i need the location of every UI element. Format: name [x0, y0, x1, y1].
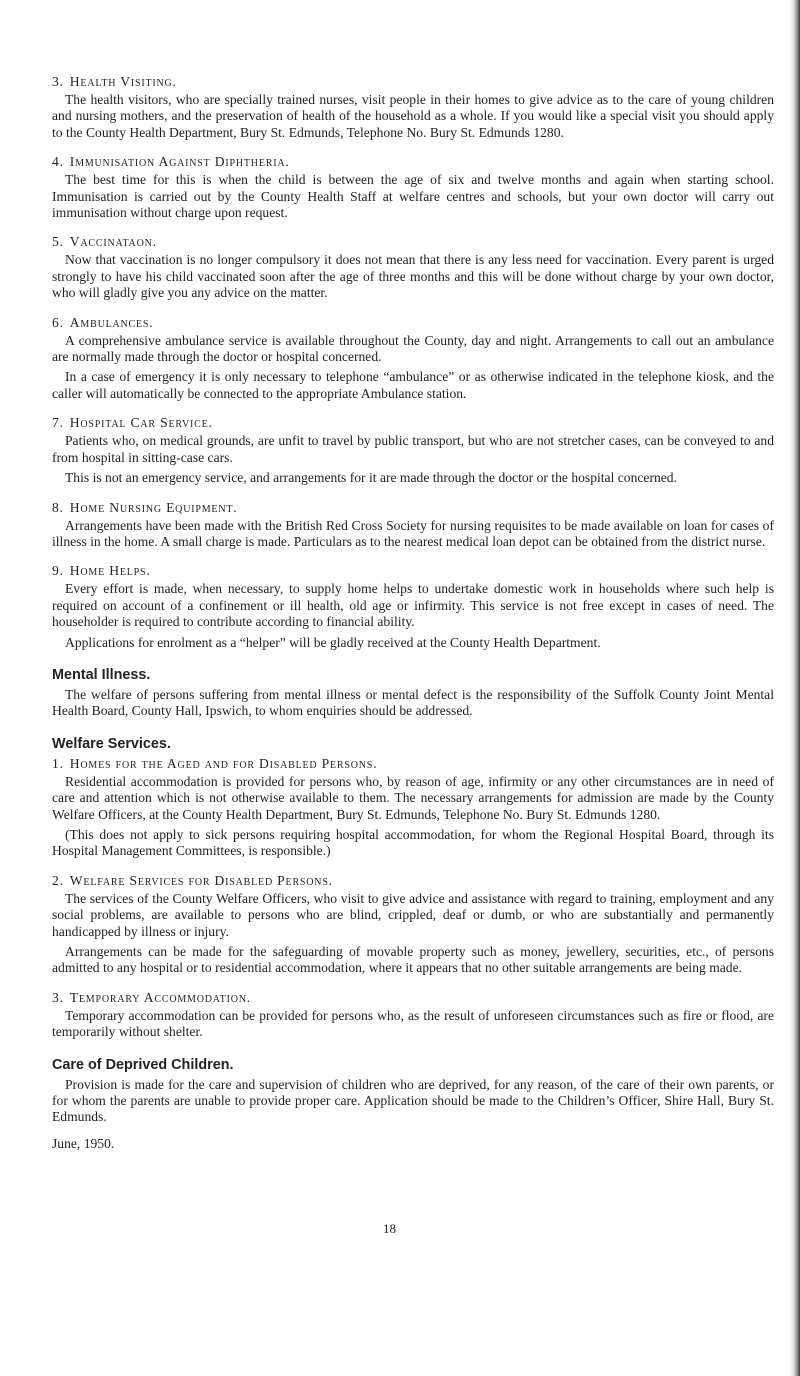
item-heading — [52, 500, 774, 516]
paragraph: Provision is made for the care and supervision of children who are deprived, for any reason, of the care of their own parents, or for whom the parents are unable to provide proper care. Application should be made to the Children’s Officer, Shire Hall, Bury St. Edmunds. — [52, 1076, 774, 1125]
welfare-items-list — [52, 756, 774, 1041]
deprived-children-section — [52, 1057, 774, 1126]
mental-illness-section — [52, 667, 774, 720]
item-number: 7. — [52, 415, 64, 431]
document-date: June, 1950. — [52, 1135, 115, 1151]
paragraph: In a case of emergency it is only necessary to telephone “ambulance” or as otherwise indicated in the telephone kiosk, and the caller will automatically be connected to the appropriate Ambulance station. — [52, 369, 774, 401]
item-title: Temporary Accommodation. — [69, 989, 251, 1005]
item-number: 3. — [52, 74, 64, 89]
welfare-services-section — [52, 736, 774, 1041]
document-page — [52, 74, 774, 1152]
paragraph: Temporary accommodation can be provided for persons who, as the result of unforeseen circumstances such as fire or flood, are temporarily without shelter. — [52, 1007, 774, 1040]
paragraph: The health visitors, who are specially trained nurses, visit people in their homes to give advice as to the care of young children and nursing mothers, and the preservation of health of the household as a whole. If you would like a special visit you should apply to the County Health Department, Bury St. Edmunds, Telephone No. Bury St. Edmunds 1280. — [52, 92, 774, 140]
section-title: Welfare Services. — [52, 735, 171, 752]
item-title: Vaccinataon. — [69, 234, 157, 250]
item-heading — [52, 74, 774, 90]
item-number: 6. — [52, 314, 64, 330]
paragraph: This is not an emergency service, and arrangements for it are made through the doctor or the hospital concerned. — [65, 470, 678, 486]
paragraph: Arrangements have been made with the British Red Cross Society for nursing requisites to be made available on loan for cases of illness in the home. A small charge is made. Particulars as to the nearest medical loan depot can be obtained from the district nurse. — [52, 517, 774, 549]
numbered-item — [52, 315, 774, 403]
item-title: Immunisation Against Diphtheria. — [69, 154, 290, 170]
item-title: Ambulances. — [69, 314, 154, 330]
numbered-item — [52, 500, 774, 551]
paragraph: Residential accommodation is provided for persons who, by reason of age, infirmity or any other circumstances are in need of care and attention which is not otherwise available to them. The necessary arrangements for admission are made by the County Welfare Officers, at the County Health Department, Bury St. Edmunds, Telephone No. Bury St. Edmunds 1280. — [52, 773, 774, 822]
numbered-item — [52, 154, 774, 221]
paragraph: Arrangements can be made for the safeguarding of movable property such as money, jewellery, securities, etc., of persons admitted to any hospital or to residential accommodation, where it appears that no other suitable arrangements are being made. — [52, 944, 774, 976]
paragraph: Every effort is made, when necessary, to supply home helps to undertake domestic work in households where such help is required on account of a confinement or ill health, old age or infirmity. This service is not free except in cases of need. The householder is required to contribute according to financial ability. — [52, 581, 774, 630]
item-title: Health Visiting. — [69, 74, 177, 89]
section-title: Mental Illness. — [52, 666, 151, 683]
paragraph: The services of the County Welfare Officers, who visit to give advice and assistance with regard to training, employment and any social problems, are available to persons who are blind, crippled, deaf or dumb, or who are substantially and permanently handicapped by illness or injury. — [52, 890, 774, 939]
paragraph: Applications for enrolment as a “helper” will be gladly received at the County Health Department. — [65, 634, 601, 650]
numbered-item — [52, 563, 774, 651]
item-heading — [52, 563, 774, 579]
numbered-item — [52, 873, 774, 977]
item-title: Home Nursing Equipment. — [69, 499, 238, 515]
paragraph: The welfare of persons suffering from mental illness or mental defect is the responsibility of the Suffolk County Joint Mental Health Board, County Hall, Ipswich, to whom enquiries should be addressed. — [52, 686, 774, 719]
item-title: Hospital Car Service. — [69, 415, 213, 431]
paragraph: The best time for this is when the child is between the age of six and twelve months and again when starting school. Immunisation is carried out by the County Health Staff at welfare centres and schools, but your own doctor will carry out immunisation without charge upon request. — [52, 172, 774, 221]
paragraph: (This does not apply to sick persons requiring hospital accommodation, for whom the Regional Hospital Board, through its Hospital Management Committees, is responsible.) — [52, 826, 774, 859]
item-heading — [52, 990, 774, 1006]
item-title: Homes for the Aged and for Disabled Persons. — [69, 755, 378, 771]
numbered-item — [52, 415, 774, 486]
section-title: Care of Deprived Children. — [52, 1056, 234, 1073]
page-number: 18 — [383, 1221, 396, 1236]
item-heading — [52, 154, 774, 170]
item-heading — [52, 756, 774, 772]
item-heading — [52, 415, 774, 431]
item-heading — [52, 234, 774, 250]
numbered-item — [52, 756, 774, 860]
item-number: 1. — [52, 755, 64, 771]
numbered-item — [52, 990, 774, 1041]
item-number: 8. — [52, 499, 64, 515]
item-number: 9. — [52, 563, 64, 579]
paragraph: Patients who, on medical grounds, are unfit to travel by public transport, but who are not stretcher cases, can be conveyed to and from hospital in sitting-case cars. — [52, 433, 774, 465]
item-number: 5. — [52, 234, 64, 250]
item-number: 2. — [52, 872, 64, 888]
item-number: 3. — [52, 989, 64, 1005]
item-title: Welfare Services for Disabled Persons. — [69, 872, 333, 888]
paragraph: Now that vaccination is no longer compulsory it does not mean that there is any less need for vaccination. Every parent is urged strongly to have his child vaccinated soon after the age of three months and this will be done without charge by your own doctor, who will gladly give you any advice on the matter. — [52, 252, 774, 301]
item-heading — [52, 873, 774, 889]
health-services-list — [52, 74, 774, 651]
item-title: Home Helps. — [69, 563, 151, 579]
numbered-item — [52, 74, 774, 141]
item-number: 4. — [52, 154, 64, 170]
paragraph: A comprehensive ambulance service is available throughout the County, day and night. Arrangements to call out an ambulance are normally made through the doctor or hospital concerned. — [52, 332, 774, 365]
item-heading — [52, 315, 774, 331]
numbered-item — [52, 234, 774, 301]
page-edge-shadow — [790, 0, 800, 1376]
